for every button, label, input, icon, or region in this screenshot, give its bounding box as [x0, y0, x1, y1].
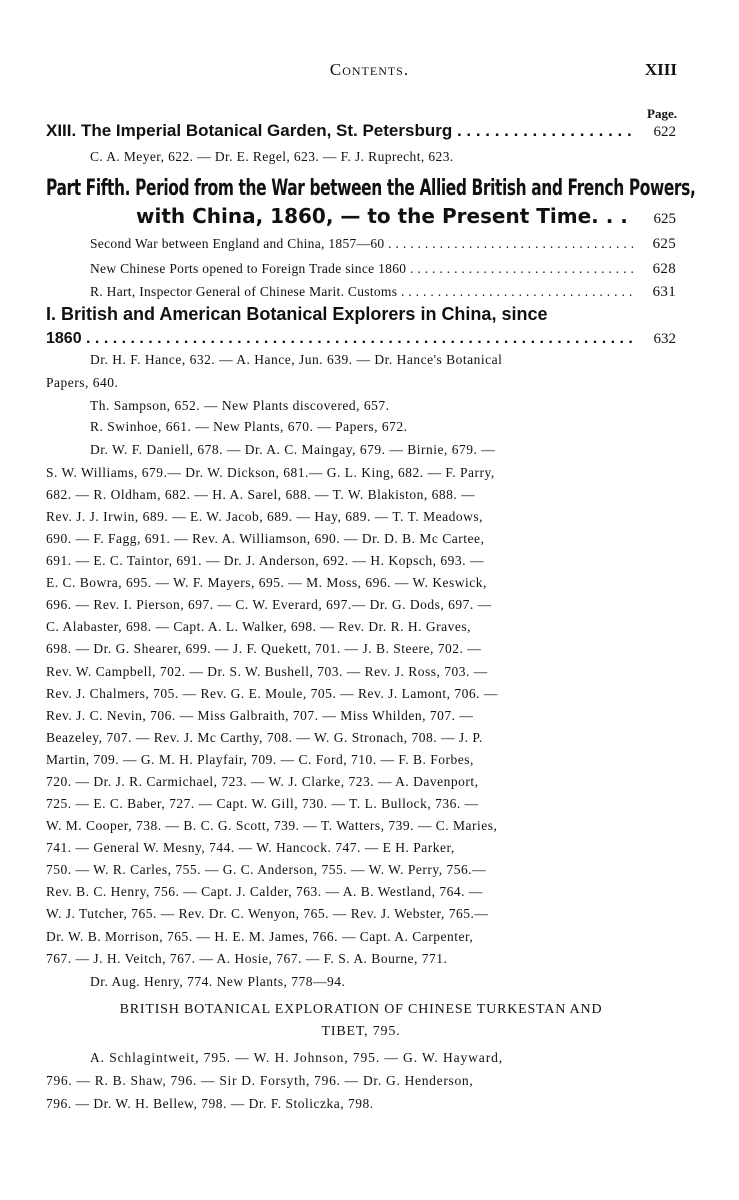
body-line: 767. — J. H. Veitch, 767. — A. Hosie, 767. — F. S. A. Bourne, 771. [46, 951, 448, 966]
body-line: Rev. W. Campbell, 702. — Dr. S. W. Bushell, 703. — Rev. J. Ross, 703. — [46, 664, 488, 679]
body-line: W. M. Cooper, 738. — B. C. G. Scott, 739. — T. Watters, 739. — C. Maries, [46, 818, 498, 833]
body-line: Dr. H. F. Hance, 632. — A. Hance, Jun. 639. — Dr. Hance's Botanical [90, 352, 503, 367]
body-line: Th. Sampson, 652. — New Plants discovered, 657. [90, 398, 390, 413]
body-line: Rev. J. Chalmers, 705. — Rev. G. E. Moule, 705. — Rev. J. Lamont, 706. — [46, 686, 498, 701]
body-line: 750. — W. R. Carles, 755. — G. C. Anderson, 755. — W. W. Perry, 756.— [46, 862, 487, 877]
toc-item-page: 625 [652, 236, 676, 252]
toc-item-label: Second War between England and China, 1857—60 . . . [90, 236, 636, 252]
body-line: C. Alabaster, 698. — Capt. A. L. Walker, 698. — Rev. Dr. R. H. Graves, [46, 619, 472, 634]
body-line: 698. — Dr. G. Shearer, 699. — J. F. Quekett, 701. — J. B. Steere, 702. — [46, 641, 482, 656]
body-line: Dr. Aug. Henry, 774. New Plants, 778—94. [90, 974, 346, 989]
section-xiii-title: XIII. The Imperial Botanical Garden, St. Petersburg . . . [46, 121, 636, 141]
body-line: Rev. J. J. Irwin, 689. — E. W. Jacob, 689. — Hay, 689. — T. T. Meadows, [46, 509, 483, 524]
body-line: 696. — Rev. I. Pierson, 697. — C. W. Everard, 697.— Dr. G. Dods, 697. — [46, 597, 492, 612]
section-i-title-line2: 1860 . . . [46, 330, 636, 348]
toc-item [90, 284, 676, 301]
body-line: Beazeley, 707. — Rev. J. Mc Carthy, 708. — W. G. Stronach, 708. — J. P. [46, 730, 483, 745]
toc-item [90, 261, 676, 278]
body-line: W. J. Tutcher, 765. — Rev. Dr. C. Wenyon, 765. — Rev. J. Webster, 765.— [46, 906, 489, 921]
body-line: 796. — Dr. W. H. Bellew, 798. — Dr. F. Stoliczka, 798. [46, 1096, 374, 1111]
body-line: Martin, 709. — G. M. H. Playfair, 709. — C. Ford, 710. — F. B. Forbes, [46, 752, 474, 767]
body-line: S. W. Williams, 679.— Dr. W. Dickson, 681.— G. L. King, 682. — F. Parry, [46, 465, 495, 480]
toc-item-label: R. Hart, Inspector General of Chinese Marit. Customs . . . [90, 284, 636, 300]
toc-item-label: New Chinese Ports opened to Foreign Trade since 1860 . . . [90, 261, 636, 277]
page-number: XIII [644, 60, 677, 79]
body-line: 796. — R. B. Shaw, 796. — Sir D. Forsyth, 796. — Dr. G. Henderson, [46, 1073, 474, 1088]
body-line: A. Schlagintweit, 795. — W. H. Johnson, 795. — G. W. Hayward, [90, 1050, 504, 1065]
section-i-page: 632 [653, 331, 676, 347]
body-line: Papers, 640. [46, 375, 119, 390]
part-fifth-title-line1: Part Fifth. Period from the War between the Allied British and French Powers, [46, 176, 696, 201]
running-title: Contents. [329, 60, 410, 79]
toc-item-page: 631 [652, 284, 676, 300]
body-line: 690. — F. Fagg, 691. — Rev. A. Williamson, 690. — Dr. D. B. Mc Cartee, [46, 531, 485, 546]
body-line: Dr. W. B. Morrison, 765. — H. E. M. James, 766. — Capt. A. Carpenter, [46, 929, 474, 944]
section-xiii-page: 622 [653, 124, 676, 140]
body-line: Dr. W. F. Daniell, 678. — Dr. A. C. Maingay, 679. — Birnie, 679. — [90, 442, 496, 457]
section-i-title-line1: I. British and American Botanical Explorers in China, since [46, 304, 548, 324]
part-fifth-title-line2-row [136, 204, 676, 228]
page-column-label: Page. [647, 106, 677, 121]
toc-item [90, 236, 676, 253]
section-i-title-line2-row [46, 330, 676, 348]
body-line: 725. — E. C. Baber, 727. — Capt. W. Gill, 730. — T. L. Bullock, 736. — [46, 796, 479, 811]
turkestan-heading-line2: TIBET, 795. [321, 1024, 401, 1039]
toc-item-page: 628 [652, 261, 676, 277]
body-line: 682. — R. Oldham, 682. — H. A. Sarel, 688. — T. W. Blakiston, 688. — [46, 487, 476, 502]
section-xiii-names: C. A. Meyer, 622. — Dr. E. Regel, 623. — F. J. Ruprecht, 623. [90, 149, 454, 164]
turkestan-heading-line1: BRITISH BOTANICAL EXPLORATION OF CHINESE TURKESTAN AND [119, 1002, 603, 1017]
body-line: 741. — General W. Mesny, 744. — W. Hancock. 747. — E H. Parker, [46, 840, 455, 855]
part-fifth-page: 625 [653, 211, 676, 227]
body-line: E. C. Bowra, 695. — W. F. Mayers, 695. — M. Moss, 696. — W. Keswick, [46, 575, 487, 590]
body-line: R. Swinhoe, 661. — New Plants, 670. — Papers, 672. [90, 419, 408, 434]
body-line: 720. — Dr. J. R. Carmichael, 723. — W. J. Clarke, 723. — A. Davenport, [46, 774, 479, 789]
section-xiii-heading [46, 121, 676, 141]
part-fifth-title-line2: with China, 1860, — to the Present Time. . . . [136, 204, 636, 228]
body-line: Rev. B. C. Henry, 756. — Capt. J. Calder, 763. — A. B. Westland, 764. — [46, 884, 483, 899]
body-line: 691. — E. C. Taintor, 691. — Dr. J. Anderson, 692. — H. Kopsch, 693. — [46, 553, 484, 568]
body-line: Rev. J. C. Nevin, 706. — Miss Galbraith, 707. — Miss Whilden, 707. — [46, 708, 474, 723]
